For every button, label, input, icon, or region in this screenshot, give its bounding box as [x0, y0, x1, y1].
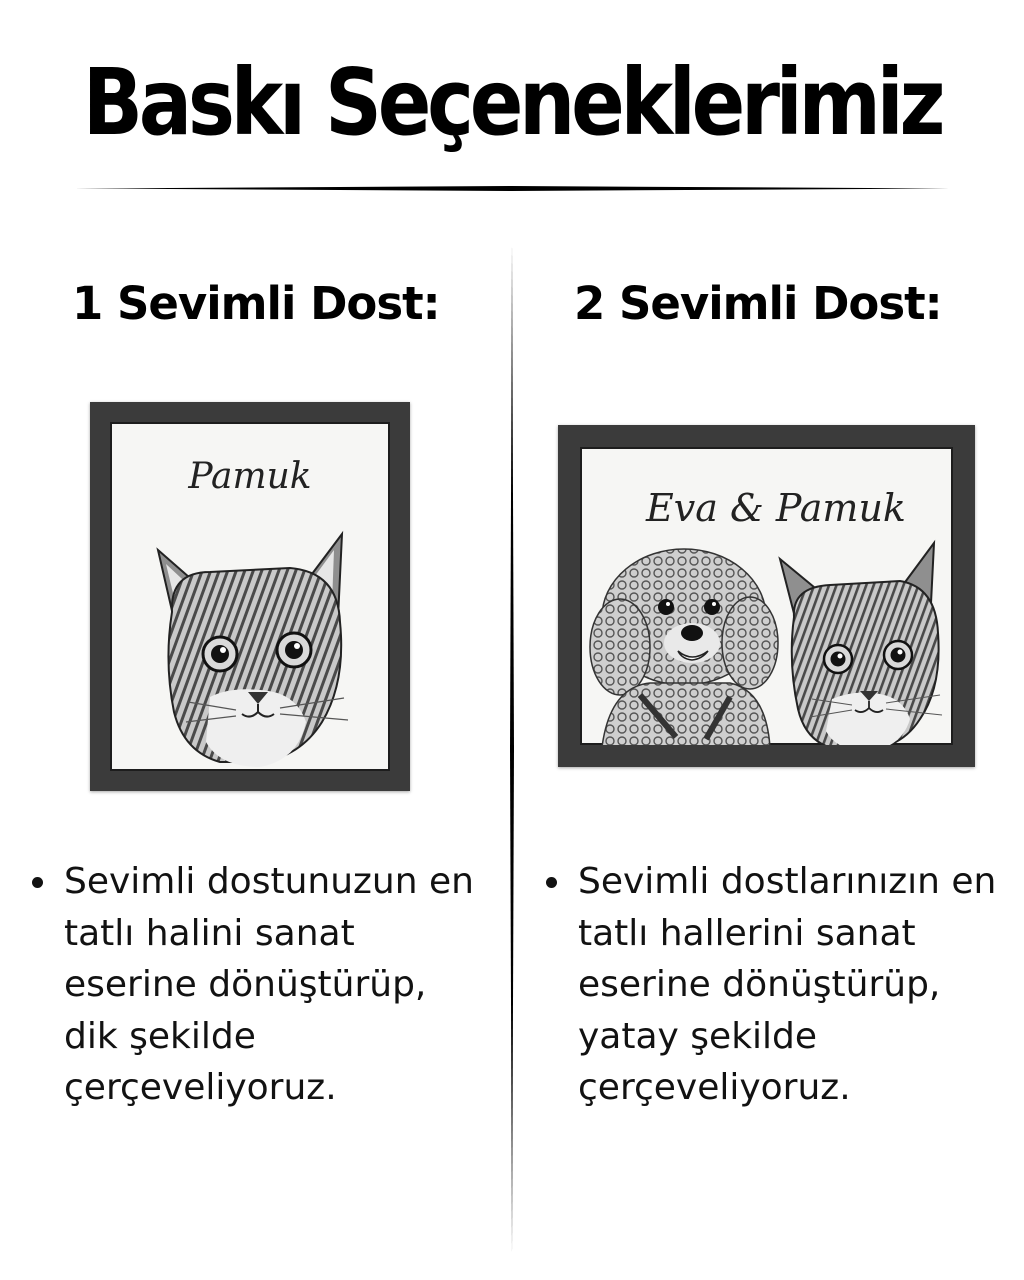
description-line: çerçeveliyoruz. — [64, 1067, 337, 1108]
portrait-mat — [110, 422, 390, 771]
title-divider — [74, 186, 950, 191]
single-pet-description — [32, 856, 502, 1114]
dog-figure — [590, 549, 778, 745]
description-line: tatlı halini sanat — [64, 912, 355, 954]
two-pets-description — [546, 856, 1016, 1114]
bullet-icon — [546, 856, 578, 908]
dog-and-cat-portrait-illustration — [580, 447, 953, 745]
description-line: eserine dönüştürüp, — [578, 964, 941, 1005]
landscape-caption: Eva & Pamuk — [646, 486, 906, 530]
column-divider — [500, 244, 524, 1254]
cat-figure — [780, 543, 942, 745]
description-line: yatay şekilde — [578, 1015, 818, 1057]
portrait-frame — [90, 402, 410, 791]
description-line: Sevimli dostlarınızın en — [578, 861, 997, 902]
two-pets-heading: 2 Sevimli Dost: — [574, 277, 942, 330]
description-line: Sevimli dostunuzun en — [64, 861, 474, 902]
landscape-frame — [558, 425, 975, 767]
description-line: çerçeveliyoruz. — [578, 1067, 851, 1108]
list-item — [546, 856, 1016, 1114]
bullet-icon — [32, 856, 64, 908]
cat-portrait-illustration — [110, 422, 390, 771]
description-line: tatlı hallerini sanat — [578, 912, 916, 954]
landscape-mat — [580, 447, 953, 745]
description-line: eserine dönüştürüp, — [64, 964, 427, 1005]
description-line: dik şekilde — [64, 1015, 256, 1057]
single-pet-heading: 1 Sevimli Dost: — [72, 277, 440, 330]
portrait-caption: Pamuk — [188, 456, 312, 497]
list-item — [32, 856, 502, 1114]
page-title: Baskı Seçeneklerimiz — [82, 49, 942, 156]
